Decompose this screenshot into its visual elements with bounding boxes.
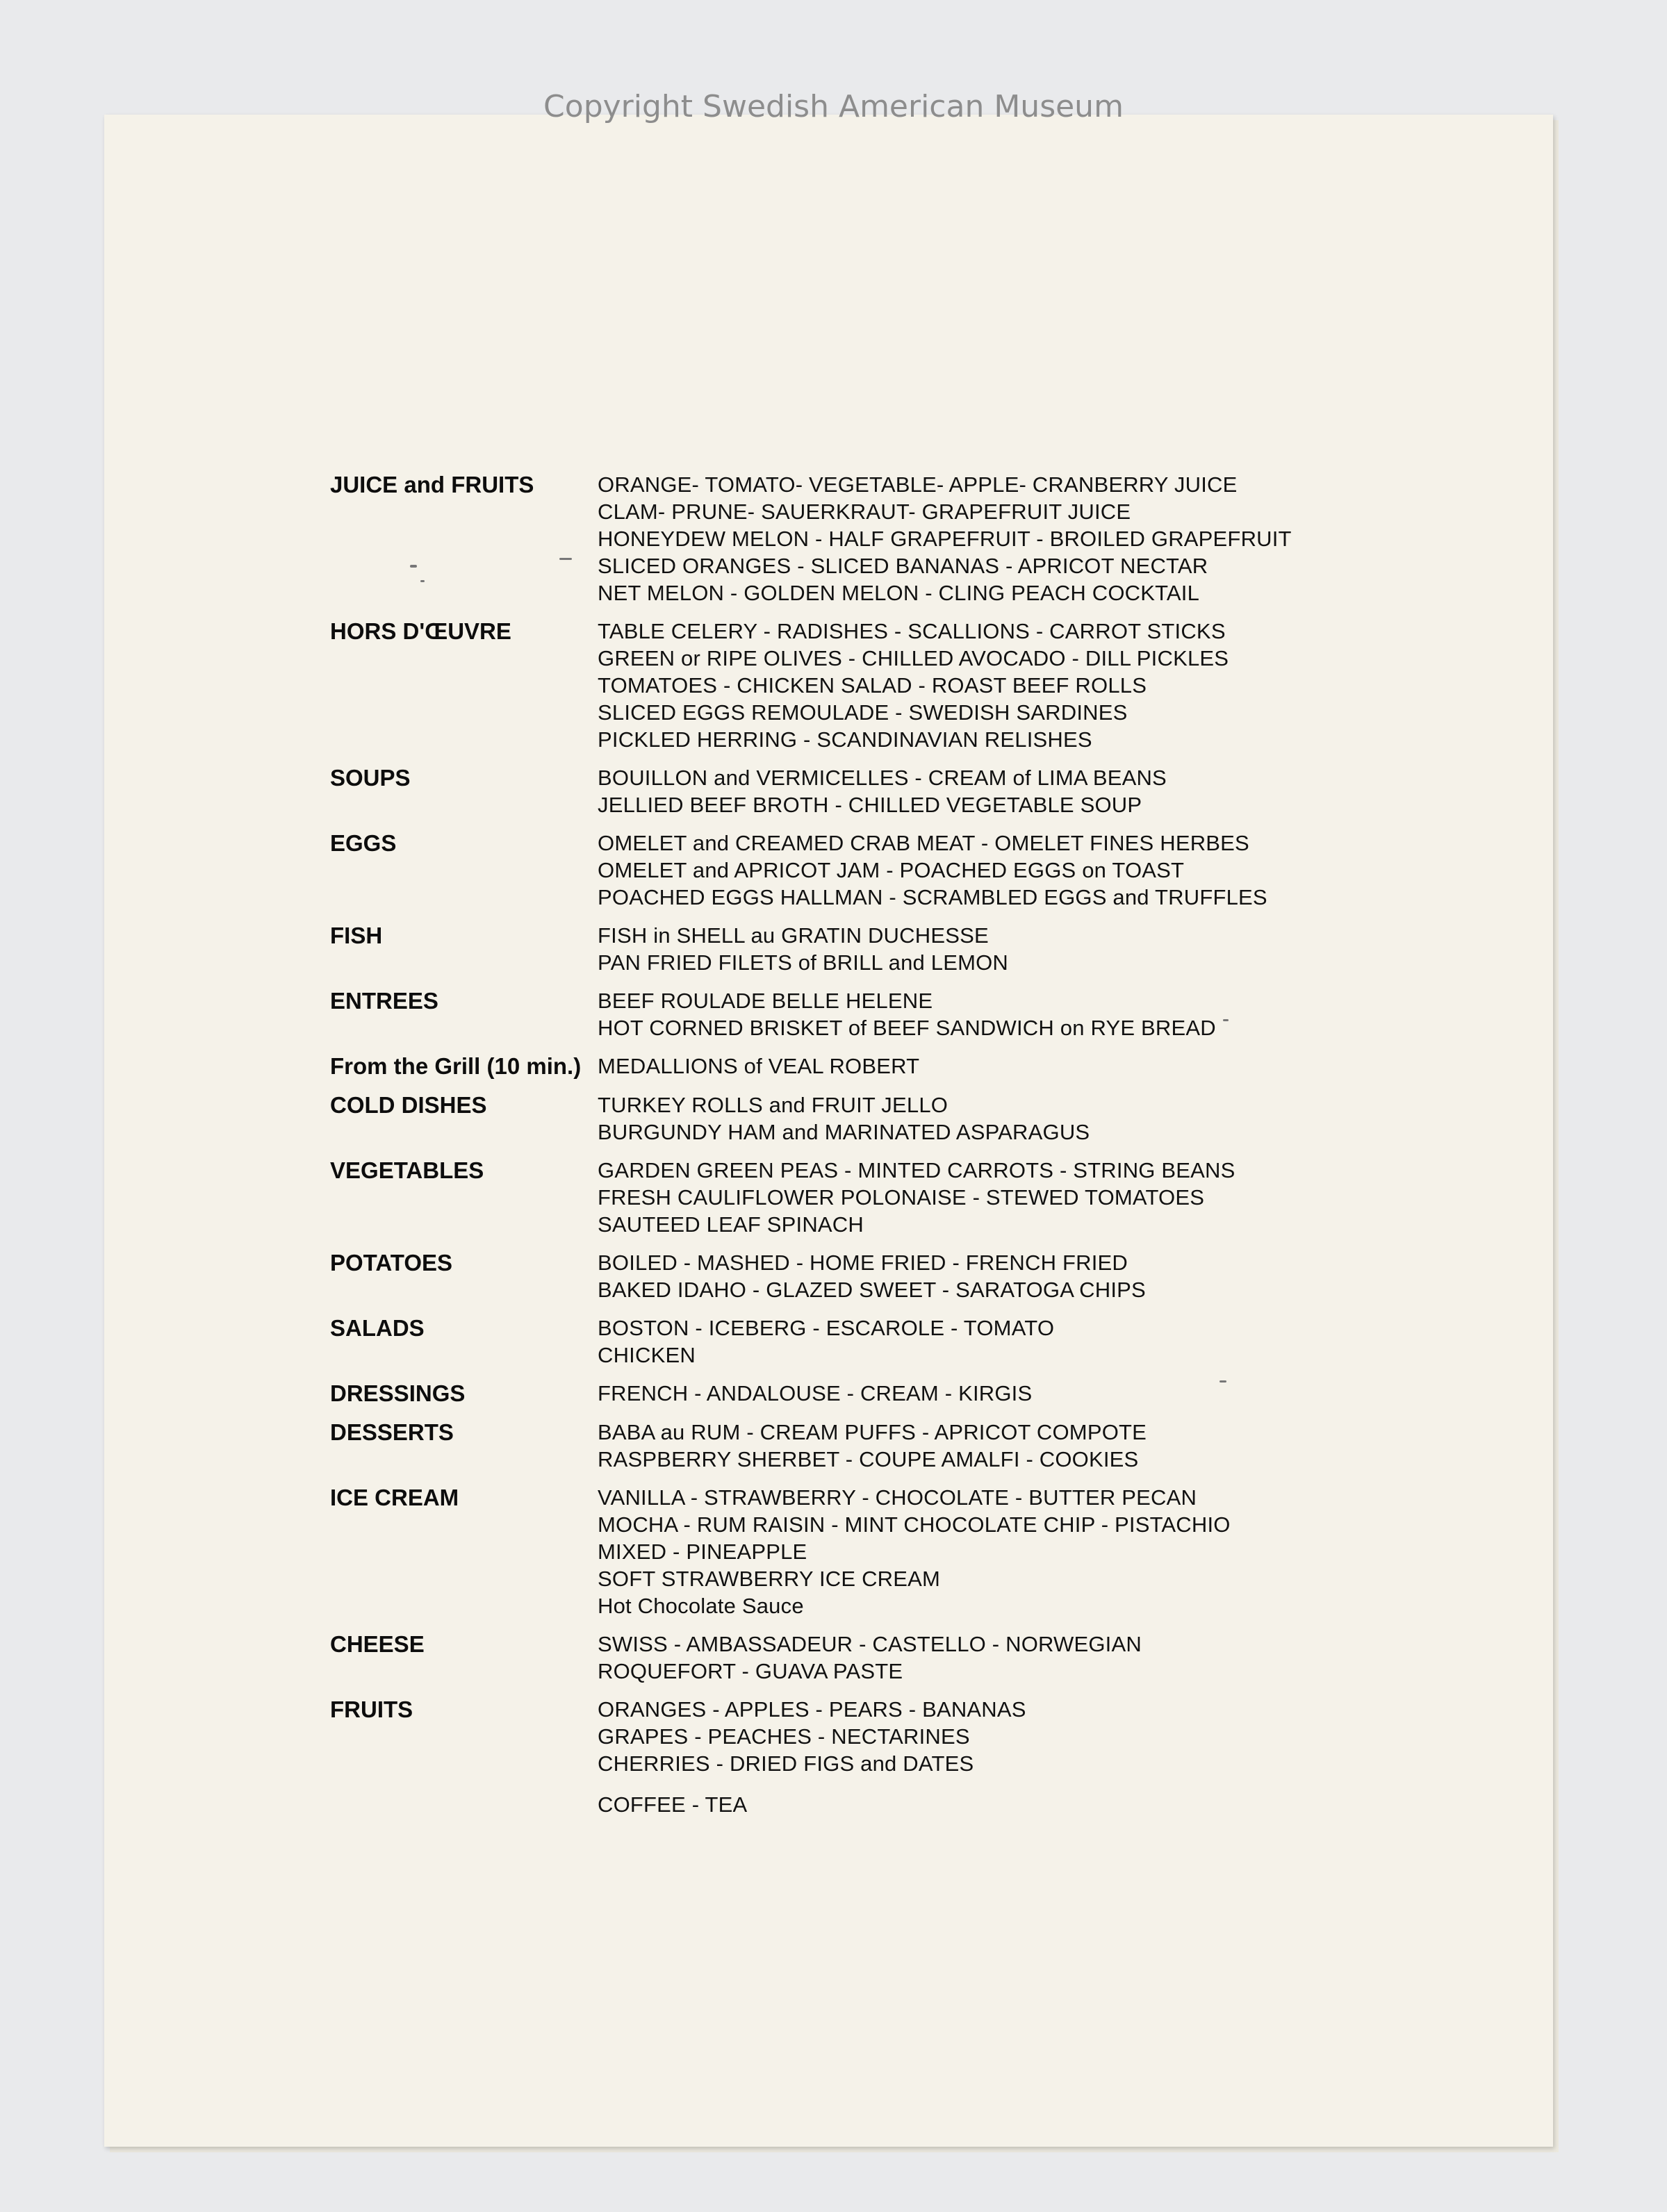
section-label: ENTREES bbox=[330, 988, 438, 1014]
menu-item-line: OMELET and APRICOT JAM - POACHED EGGS on TOAST bbox=[598, 858, 1185, 882]
section-items bbox=[598, 1380, 1414, 1408]
section-items bbox=[598, 830, 1414, 911]
section-label: DRESSINGS bbox=[330, 1380, 466, 1406]
menu-section-dressings bbox=[330, 1380, 1414, 1408]
menu-item-line: HOT CORNED BRISKET of BEEF SANDWICH on RYE BREAD bbox=[598, 1016, 1216, 1040]
menu-item-line: RASPBERRY SHERBET - COUPE AMALFI - COOKIES bbox=[598, 1447, 1139, 1471]
menu-item-line: BABA au RUM - CREAM PUFFS - APRICOT COMPOTE bbox=[598, 1420, 1147, 1444]
menu-item-line: SWISS - AMBASSADEUR - CASTELLO - NORWEGIAN bbox=[598, 1632, 1142, 1656]
section-items bbox=[598, 1157, 1414, 1238]
menu-item-line: TABLE CELERY - RADISHES - SCALLIONS - CARROT STICKS bbox=[598, 619, 1226, 643]
section-items bbox=[598, 618, 1414, 753]
section-label: POTATOES bbox=[330, 1250, 453, 1276]
menu-section-juice-and-fruits bbox=[330, 471, 1414, 606]
menu-item-line: MEDALLIONS of VEAL ROBERT bbox=[598, 1054, 920, 1078]
section-label: FRUITS bbox=[330, 1697, 413, 1722]
menu-section-eggs bbox=[330, 830, 1414, 911]
menu-item-line: SLICED ORANGES - SLICED BANANAS - APRICOT NECTAR bbox=[598, 554, 1208, 578]
menu-item-line: POACHED EGGS HALLMAN - SCRAMBLED EGGS and TRUFFLES bbox=[598, 885, 1267, 909]
menu-item-line: ORANGES - APPLES - PEARS - BANANAS bbox=[598, 1697, 1026, 1722]
section-items bbox=[598, 1091, 1414, 1146]
section-items bbox=[598, 987, 1414, 1041]
menu-item-line: SAUTEED LEAF SPINACH bbox=[598, 1212, 864, 1237]
section-items bbox=[598, 1419, 1414, 1473]
section-label: HORS D'ŒUVRE bbox=[330, 618, 511, 644]
copyright-watermark: Copyright Swedish American Museum bbox=[543, 89, 1124, 124]
menu-item-line: NET MELON - GOLDEN MELON - CLING PEACH COCKTAIL bbox=[598, 581, 1200, 605]
menu-section-potatoes bbox=[330, 1249, 1414, 1303]
menu-section-soups bbox=[330, 764, 1414, 818]
section-items bbox=[598, 1631, 1414, 1685]
menu-item-line: CHICKEN bbox=[598, 1343, 696, 1367]
section-items bbox=[598, 1249, 1414, 1303]
menu-section-vegetables bbox=[330, 1157, 1414, 1238]
menu-section-fish bbox=[330, 922, 1414, 976]
menu-item-line: PICKLED HERRING - SCANDINAVIAN RELISHES bbox=[598, 727, 1092, 752]
menu-item-line: BOSTON - ICEBERG - ESCAROLE - TOMATO bbox=[598, 1316, 1055, 1340]
menu-item-line: CHERRIES - DRIED FIGS and DATES bbox=[598, 1751, 974, 1776]
section-items bbox=[598, 764, 1414, 818]
section-items bbox=[598, 1053, 1414, 1080]
menu-item-line: JELLIED BEEF BROTH - CHILLED VEGETABLE SOUP bbox=[598, 793, 1142, 817]
menu-item-line: PAN FRIED FILETS of BRILL and LEMON bbox=[598, 950, 1009, 975]
section-items bbox=[598, 1314, 1414, 1369]
menu-section-from-the-grill-10-min bbox=[330, 1053, 1414, 1080]
menu-content bbox=[330, 471, 1414, 1818]
menu-item-line: BEEF ROULADE BELLE HELENE bbox=[598, 989, 933, 1013]
menu-item-line: Hot Chocolate Sauce bbox=[598, 1594, 804, 1618]
menu-item-line: TURKEY ROLLS and FRUIT JELLO bbox=[598, 1093, 949, 1117]
menu-section-hors-d-uvre bbox=[330, 618, 1414, 753]
section-items bbox=[598, 471, 1414, 606]
menu-section-entrees bbox=[330, 987, 1414, 1041]
section-label: SOUPS bbox=[330, 765, 411, 791]
section-label: FISH bbox=[330, 923, 383, 948]
section-items bbox=[598, 1696, 1414, 1777]
section-label: CHEESE bbox=[330, 1631, 425, 1657]
menu-item-line: HONEYDEW MELON - HALF GRAPEFRUIT - BROILED GRAPEFRUIT bbox=[598, 527, 1292, 551]
section-items bbox=[598, 1484, 1414, 1619]
menu-item-line: GARDEN GREEN PEAS - MINTED CARROTS - STRING BEANS bbox=[598, 1158, 1235, 1182]
section-label: VEGETABLES bbox=[330, 1157, 484, 1183]
menu-item-line: BOUILLON and VERMICELLES - CREAM of LIMA BEANS bbox=[598, 766, 1167, 790]
menu-item-line: MIXED - PINEAPPLE bbox=[598, 1540, 807, 1564]
menu-item-line: BAKED IDAHO - GLAZED SWEET - SARATOGA CHIPS bbox=[598, 1278, 1146, 1302]
section-label: ICE CREAM bbox=[330, 1485, 459, 1510]
closing-beverages: COFFEE - TEA bbox=[598, 1792, 748, 1817]
menu-item-line: GREEN or RIPE OLIVES - CHILLED AVOCADO - DILL PICKLES bbox=[598, 646, 1229, 670]
menu-item-line: MOCHA - RUM RAISIN - MINT CHOCOLATE CHIP - PISTACHIO bbox=[598, 1512, 1231, 1537]
section-label: DESSERTS bbox=[330, 1419, 454, 1445]
menu-section-fruits bbox=[330, 1696, 1414, 1777]
menu-item-line: OMELET and CREAMED CRAB MEAT - OMELET FINES HERBES bbox=[598, 831, 1249, 855]
menu-item-line: FISH in SHELL au GRATIN DUCHESSE bbox=[598, 923, 989, 948]
menu-section-cheese bbox=[330, 1631, 1414, 1685]
menu-item-line: TOMATOES - CHICKEN SALAD - ROAST BEEF ROLLS bbox=[598, 673, 1147, 698]
section-label: SALADS bbox=[330, 1315, 425, 1341]
menu-item-line: FRENCH - ANDALOUSE - CREAM - KIRGIS bbox=[598, 1381, 1033, 1405]
section-label: JUICE and FRUITS bbox=[330, 472, 534, 497]
menu-item-line: ROQUEFORT - GUAVA PASTE bbox=[598, 1659, 903, 1683]
menu-item-line: SOFT STRAWBERRY ICE CREAM bbox=[598, 1567, 941, 1591]
menu-section-salads bbox=[330, 1314, 1414, 1369]
section-label: EGGS bbox=[330, 830, 397, 856]
menu-item-line: BURGUNDY HAM and MARINATED ASPARAGUS bbox=[598, 1120, 1090, 1144]
menu-section-ice-cream bbox=[330, 1484, 1414, 1619]
menu-item-line: FRESH CAULIFLOWER POLONAISE - STEWED TOMATOES bbox=[598, 1185, 1205, 1210]
section-items bbox=[598, 922, 1414, 976]
menu-item-line: BOILED - MASHED - HOME FRIED - FRENCH FRIED bbox=[598, 1251, 1128, 1275]
menu-item-line: ORANGE- TOMATO- VEGETABLE- APPLE- CRANBERRY JUICE bbox=[598, 472, 1238, 497]
menu-item-line: SLICED EGGS REMOULADE - SWEDISH SARDINES bbox=[598, 700, 1128, 725]
menu-section-cold-dishes bbox=[330, 1091, 1414, 1146]
section-label: From the Grill (10 min.) bbox=[330, 1053, 582, 1079]
menu-item-line: CLAM- PRUNE- SAUERKRAUT- GRAPEFRUIT JUICE bbox=[598, 500, 1131, 524]
menu-item-line: GRAPES - PEACHES - NECTARINES bbox=[598, 1724, 970, 1749]
menu-section-desserts bbox=[330, 1419, 1414, 1473]
section-label: COLD DISHES bbox=[330, 1092, 487, 1118]
menu-item-line: VANILLA - STRAWBERRY - CHOCOLATE - BUTTER PECAN bbox=[598, 1485, 1197, 1510]
